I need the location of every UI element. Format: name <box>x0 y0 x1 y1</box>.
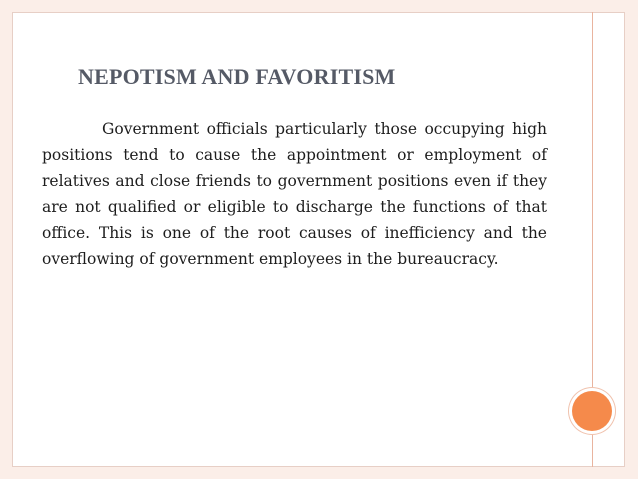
vertical-rule-bottom <box>592 431 593 467</box>
slide-body-text: Government officials particularly those occupying high positions tend to cause the appointment or employment of relatives and close friends to government positions even if they are not qualified or eligible to discharge the functions of that office. This is one of the root causes of inefficiency and the overflowing of government employees in the bureaucracy. <box>42 120 547 269</box>
slide-title: NEPOTISM AND FAVORITISM <box>78 64 396 89</box>
vertical-rule-top <box>592 12 593 391</box>
orange-circle-icon <box>572 391 612 431</box>
